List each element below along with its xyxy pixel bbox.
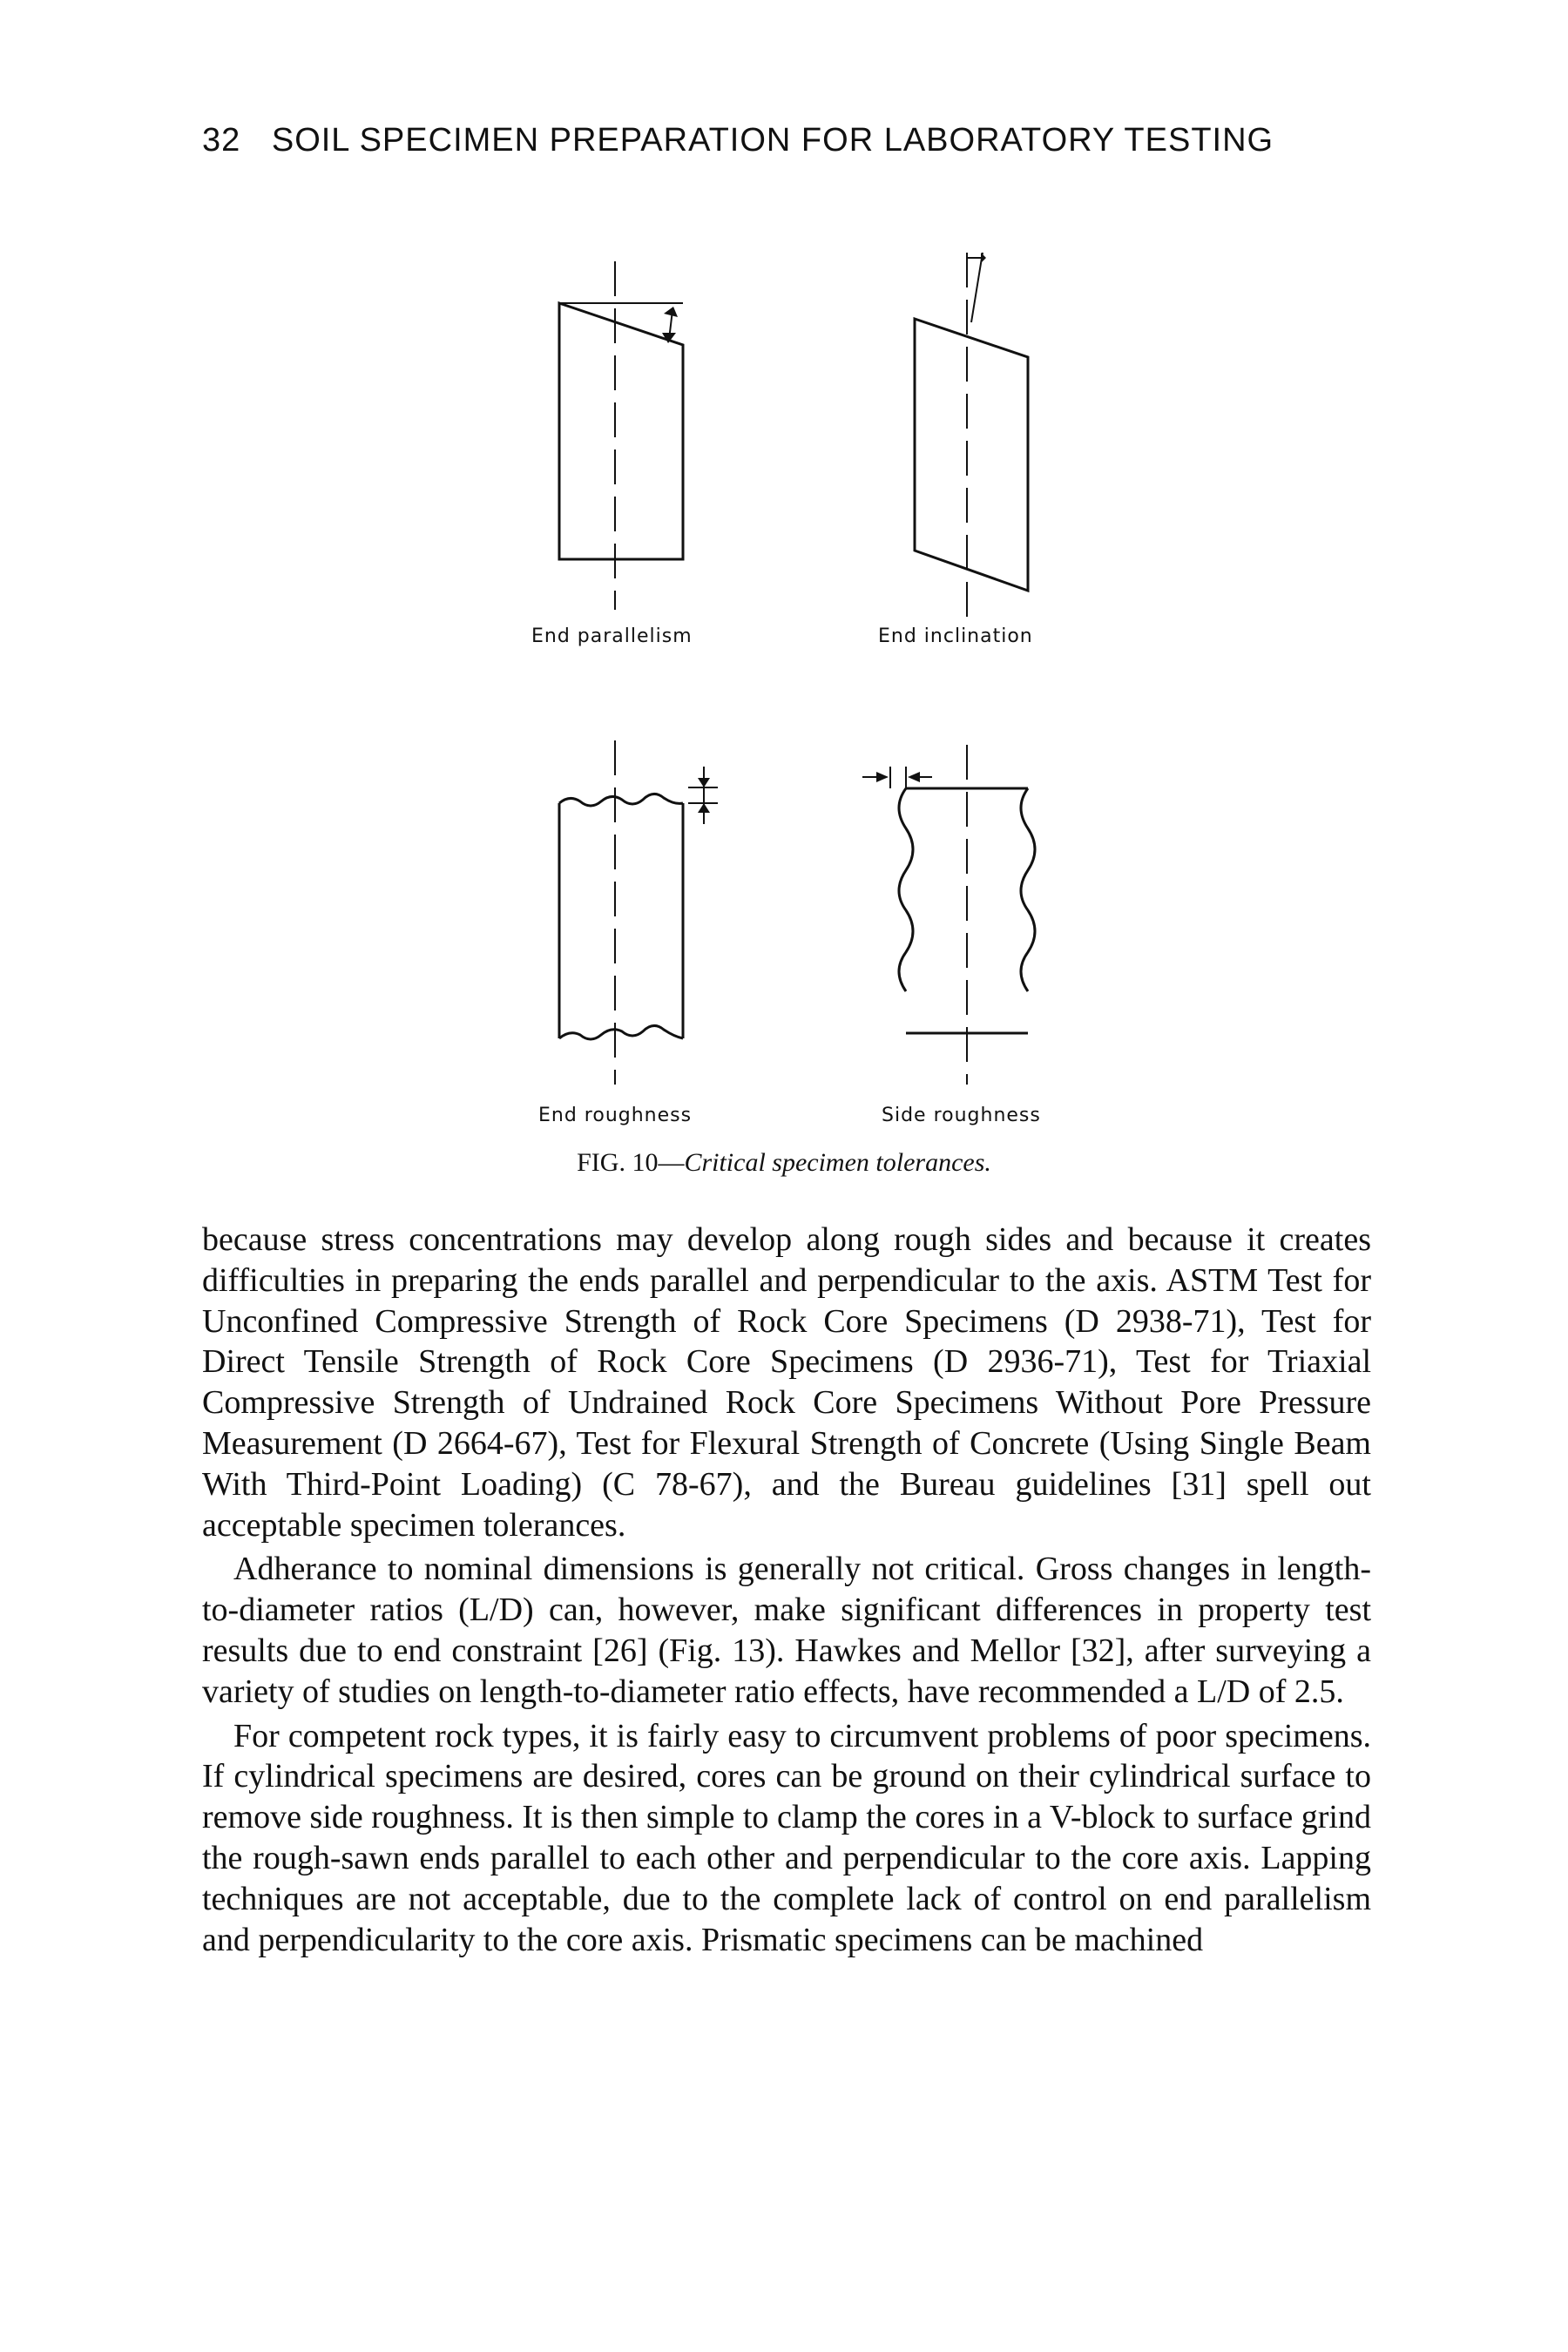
body-text — [202, 1220, 1371, 1960]
figure-caption — [0, 1148, 1568, 1178]
paragraph-2: Adherance to nominal dimensions is generally not critical. Gross changes in length-to-diameter ratios (L/D) can, however, make significant differences in property test results due to end constraint [26] (Fig. 13). Hawkes and Mellor [32], after surveying a variety of studies on length-to-diameter ratio effects, have recommended a L/D of 2.5. — [202, 1551, 1371, 1710]
label-end-inclination: End inclination — [878, 625, 1033, 647]
label-end-parallelism: End parallelism — [531, 625, 693, 647]
end-inclination-diagram — [915, 253, 1028, 627]
tolerance-figure — [0, 0, 1568, 1159]
running-title: SOIL SPECIMEN PREPARATION FOR LABORATORY TESTING — [271, 122, 1274, 159]
end-parallelism-diagram — [559, 261, 683, 610]
paragraph-3: For competent rock types, it is fairly easy to circumvent problems of poor specimens. If cylindrical specimens are desired, cores can be ground on their cylindrical surface to remove side roughness. It is then simple to clamp the cores in a V-block to surface grind the rough-sawn ends parallel to each other and perpendicular to the core axis. Lapping techniques are not acceptable, due to the complete lack of control on end parallelism and perpendicularity to the core axis. Prismatic specimens can be machined — [202, 1717, 1371, 1958]
label-side-roughness: Side roughness — [882, 1105, 1041, 1126]
label-end-roughness: End roughness — [538, 1105, 693, 1126]
page-number: 32 — [202, 122, 241, 159]
figure-caption-text: Critical specimen tolerances. — [684, 1148, 991, 1177]
paragraph-1: because stress concentrations may develop along rough sides and because it creates difficulties in preparing the ends parallel and perpendicular to the axis. ASTM Test for Unconfined Compressive Strength of Rock Core Specimens (D 2938-71), Test for Direct Tensile Strength of Rock Core Specimens (D 2936-71), Test for Triaxial Compressive Strength of Undrained Rock Core Specimens Without Pore Pressure Measurement (D 2664-67), Test for Flexural Strength of Concrete (Using Single Beam With Third-Point Loading) (C 78-67), and the Bureau guidelines [31] spell out acceptable specimen tolerances. — [202, 1221, 1371, 1544]
figure-caption-prefix: FIG. 10— — [577, 1148, 685, 1177]
end-roughness-diagram — [559, 740, 718, 1085]
side-roughness-diagram — [862, 745, 1035, 1085]
